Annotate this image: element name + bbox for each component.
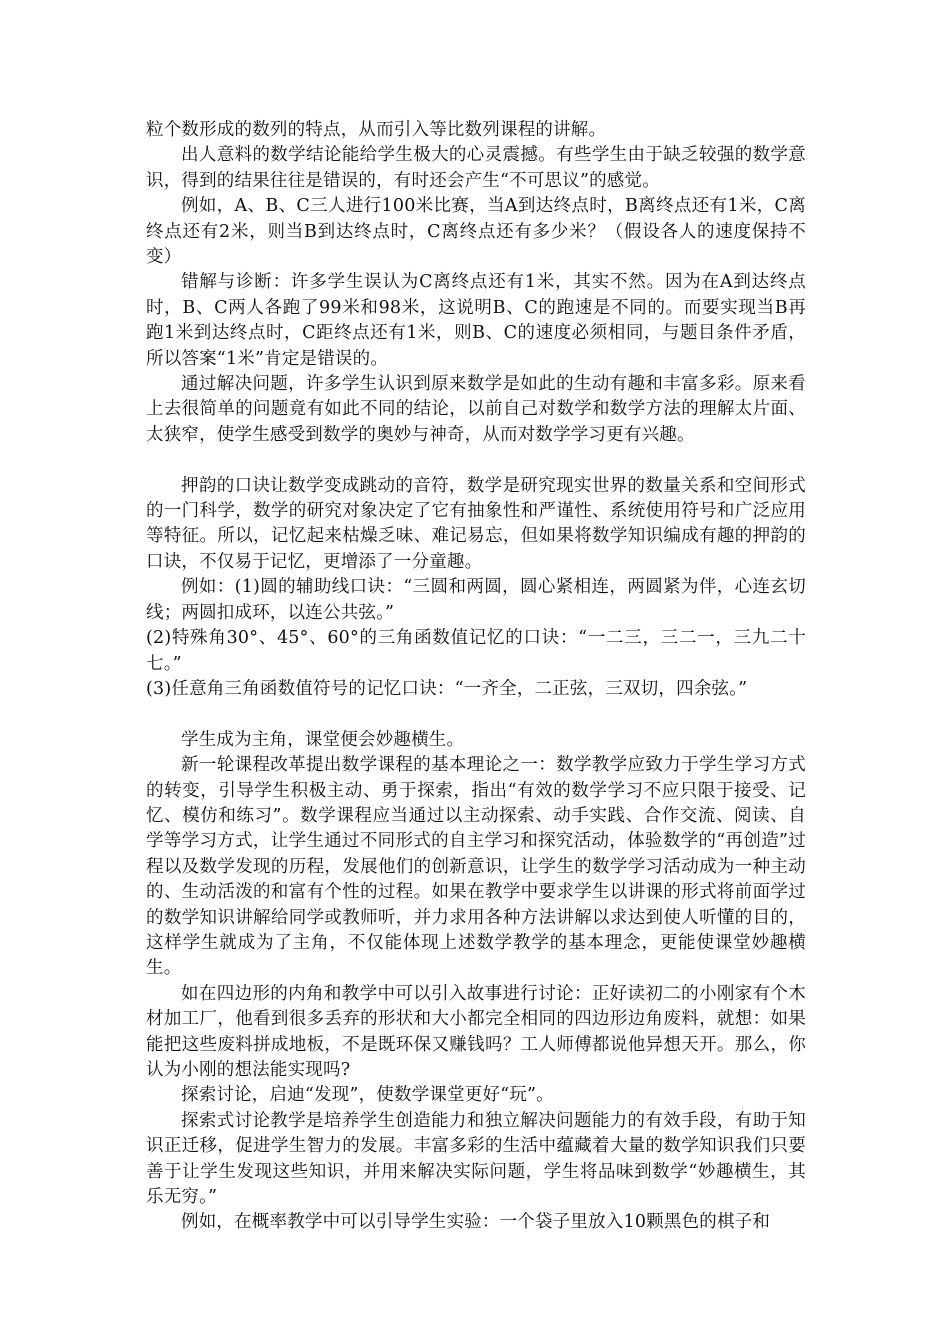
paragraph: 例如，在概率教学中可以引导学生实验：一个袋子里放入10颗黑色的棋子和 [181,1212,771,1233]
paragraph: (2)特殊角30°、45°、60°的三角函数值记忆的口诀：“一二三，三二一，三九二十七。” [146,628,806,674]
paragraph: 例如，A、B、C三人进行100米比赛，当A到达终点时，B离终点还有1米，C离终点还有2米，则当B到达终点时，C离终点还有多少米？（假设各人的速度保持不变） [146,196,806,268]
paragraph: 出人意料的数学结论能给学生极大的心灵震撼。有些学生由于缺乏较强的数学意识，得到的结果往往是错误的，有时还会产生“不可思议”的感觉。 [146,145,806,191]
paragraph: 例如：(1)圆的辅助线口诀：“三圆和两圆，圆心紧相连，两圆紧为伴，心连玄切线；两圆扣成环，以连公共弦。” [146,577,806,623]
paragraph: 学生成为主角，课堂便会妙趣横生。 [181,729,465,750]
paragraph: 错解与诊断：许多学生误认为C离终点还有1米，其实不然。因为在A到达终点时，B、C两人各跑了99米和98米，这说明B、C的跑速是不同的。而要实现当B再跑1米到达终点时，C距终点还有1米，则B、C的速度必须相同，与题目条件矛盾，所以答案“1米”肯定是错误的。 [146,272,806,369]
paragraph: 如在四边形的内角和教学中可以引入故事进行讨论：正好读初二的小刚家有个木材加工厂，他看到很多丢弃的形状和大小都完全相同的四边形边角废料，就想：如果能把这些废料拼成地板，不是既环保又赚钱吗？工人师傅都说他异想天开。那么，你认为小刚的想法能实现吗? [146,983,806,1080]
paragraph: (3)任意角三角函数值符号的记忆口诀：“一齐全，二正弦，三双切，四余弦。” [146,678,748,699]
paragraph: 探索式讨论教学是培养学生创造能力和独立解决问题能力的有效手段，有助于知识正迁移，促进学生智力的发展。丰富多彩的生活中蕴藏着大量的数学知识我们只要善于让学生发现这些知识，并用来解决实际问题，学生将品味到数学“妙趣横生，其乐无穷。” [146,1110,806,1208]
paragraph: 押韵的口诀让数学变成跳动的音符，数学是研究现实世界的数量关系和空间形式的一门科学，数学的研究对象决定了它有抽象性和严谨性、系统使用符号和广泛应用等特征。所以，记忆起来枯燥乏味、难记易忘，但如果将数学知识编成有趣的押韵的口诀，不仅易于记忆，更增添了一分童趣。 [146,475,806,572]
paragraph: 通过解决问题，许多学生认识到原来数学是如此的生动有趣和丰富多彩。原来看上去很简单的问题竟有如此不同的结论，以前自己对数学和数学方法的理解太片面、太狭窄，使学生感受到数学的奥妙与神奇，从而对数学学习更有兴趣。 [146,374,806,445]
document-body [146,118,806,1236]
paragraph-gap [146,702,806,727]
paragraph: 探索讨论，启迪“发现”，使数学课堂更好“玩”。 [181,1085,554,1106]
paragraph: 粒个数形成的数列的特点，从而引入等比数列课程的讲解。 [146,120,607,140]
paragraph: 新一轮课程改革提出数学课程的基本理论之一：数学教学应致力于学生学习方式的转变，引导学生积极主动、勇于探索，指出“有效的数学学习不应只限于接受、记忆、模仿和练习”。数学课程应当通过以主动探索、动手实践、合作交流、阅读、自学等学习方式，让学生通过不同形式的自主学习和探究活动，体验数学的“再创造”过程以及数学发现的历程，发展他们的创新意识，让学生的数学学习活动成为一种主动的、生动活泼的和富有个性的过程。如果在教学中要求学生以讲课的形式将前面学过的数学知识讲解给同学或教师听，并力求用各种方法讲解以求达到使人听懂的目的，这样学生就成为了主角，不仅能体现上述数学教学的基本理念，更能使课堂妙趣横生。 [146,755,806,979]
paragraph-gap [146,448,806,473]
